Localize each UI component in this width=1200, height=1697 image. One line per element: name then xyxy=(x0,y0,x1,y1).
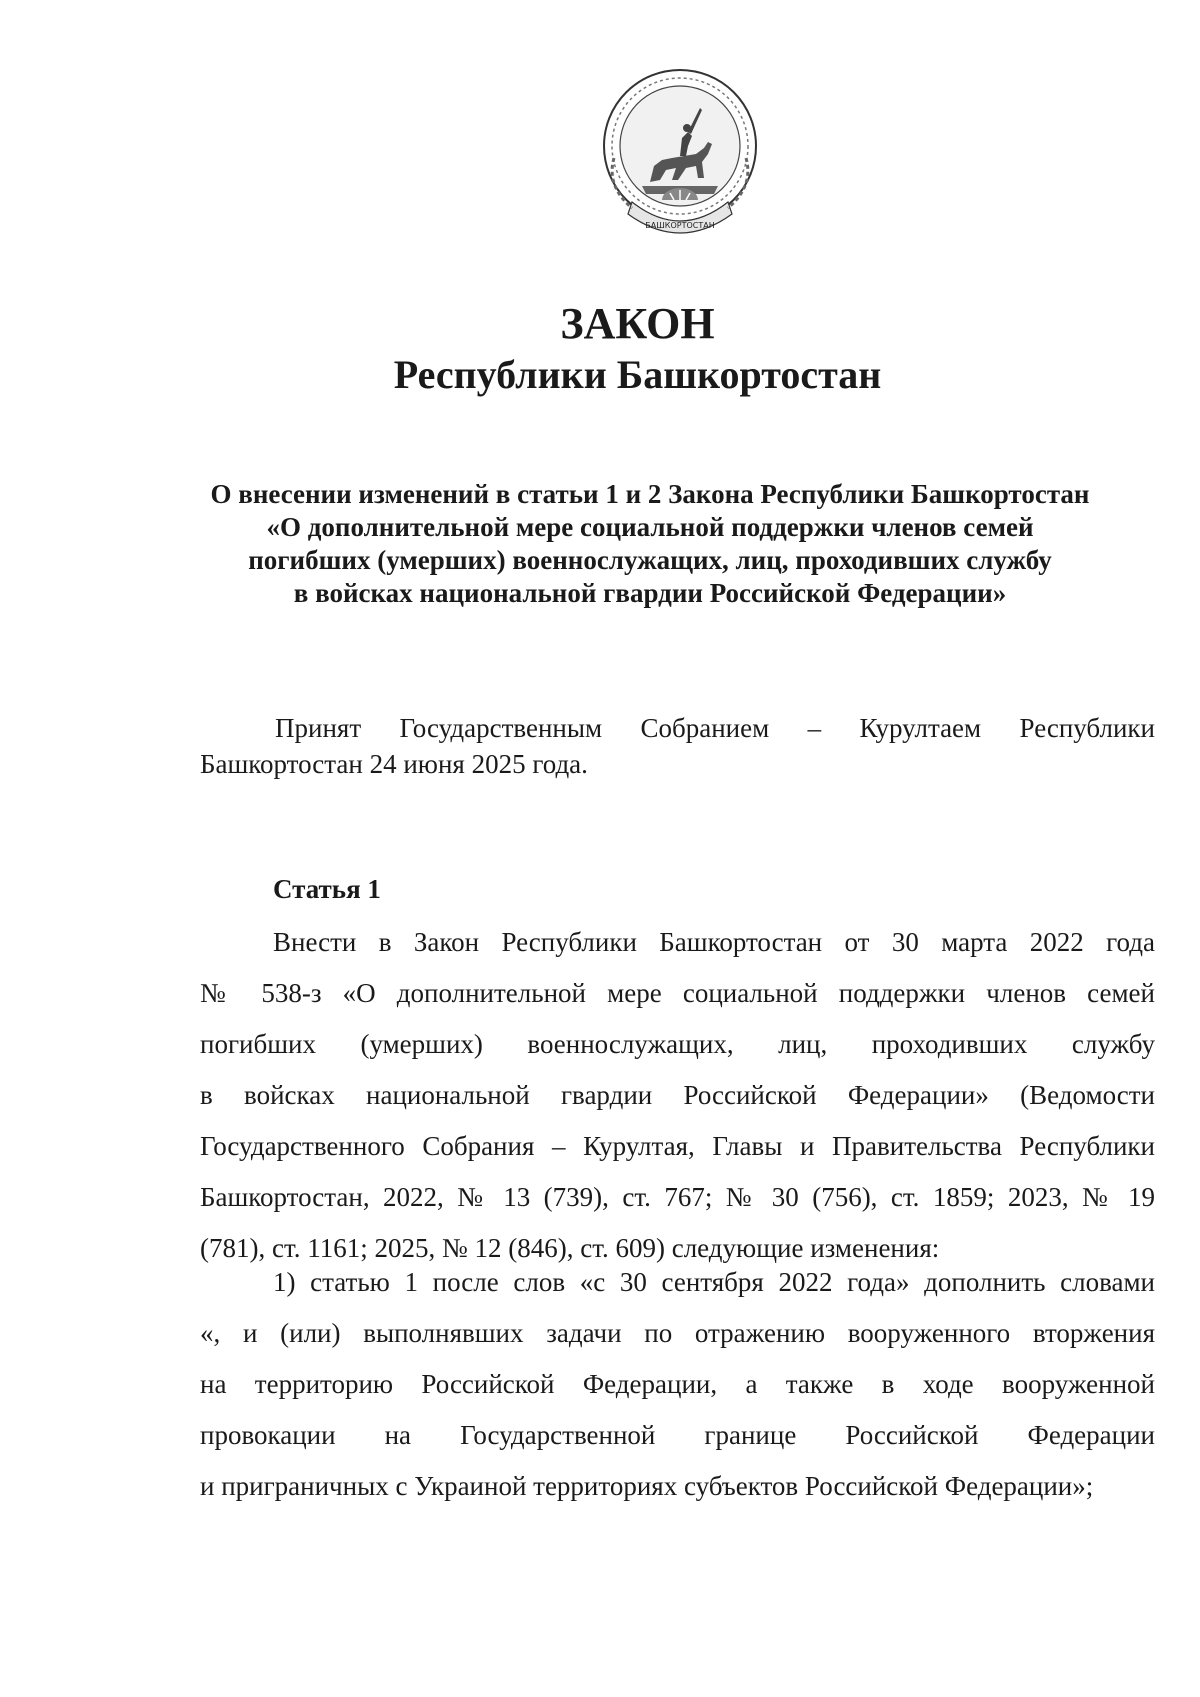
adoption-note xyxy=(200,710,1155,782)
bashkortostan-coat-of-arms-icon xyxy=(592,62,768,238)
text-line: № 538-з «О дополнительной мере социальной поддержки членов семей xyxy=(200,978,1155,1008)
subject-line: в войсках национальной гвардии Российской Федерации» xyxy=(293,578,1007,608)
document-subtitle: Республики Башкортостан xyxy=(393,352,882,397)
text-line: «, и (или) выполнявших задачи по отражению вооруженного вторжения xyxy=(200,1318,1155,1348)
subject-line: О внесении изменений в статьи 1 и 2 Закона Республики Башкортостан xyxy=(210,479,1090,509)
text-line: 1) статью 1 после слов «с 30 сентября 2022 года» дополнить словами xyxy=(273,1267,1155,1297)
text-line: погибших (умерших) военнослужащих, лиц, проходивших службу xyxy=(200,1029,1155,1059)
coat-of-arms xyxy=(592,62,768,238)
document-title: ЗАКОН xyxy=(560,299,715,348)
article-1-heading: Статья 1 xyxy=(273,874,381,904)
text-line: Внести в Закон Республики Башкортостан от 30 марта 2022 года xyxy=(273,927,1155,957)
article-1-intro xyxy=(200,924,1155,1281)
text-line: провокации на Государственной границе Российской Федерации xyxy=(200,1420,1155,1450)
text-line: в войсках национальной гвардии Российской Федерации» (Ведомости xyxy=(200,1080,1155,1110)
text-line: (781), ст. 1161; 2025, № 12 (846), ст. 609) следующие изменения: xyxy=(200,1233,940,1263)
subject-line: «О дополнительной мере социальной поддержки членов семей xyxy=(266,512,1034,542)
emblem-ribbon-text: БАШКОРТОСТАН xyxy=(645,221,715,230)
article-1-item-1 xyxy=(200,1264,1155,1519)
adoption-line: Принят Государственным Собранием – Курултаем Республики xyxy=(275,713,1155,743)
subject-line: погибших (умерших) военнослужащих, лиц, проходивших службу xyxy=(248,545,1052,575)
text-line: Башкортостан, 2022, № 13 (739), ст. 767; № 30 (756), ст. 1859; 2023, № 19 xyxy=(200,1182,1155,1212)
text-line: Государственного Собрания – Курултая, Главы и Правительства Республики xyxy=(200,1131,1155,1161)
adoption-line: Башкортостан 24 июня 2025 года. xyxy=(200,749,588,779)
text-line: на территорию Российской Федерации, а также в ходе вооруженной xyxy=(200,1369,1155,1399)
text-line: и приграничных с Украиной территориях субъектов Российской Федерации»; xyxy=(200,1471,1094,1501)
document-header xyxy=(0,300,1200,400)
law-subject xyxy=(150,478,1150,610)
